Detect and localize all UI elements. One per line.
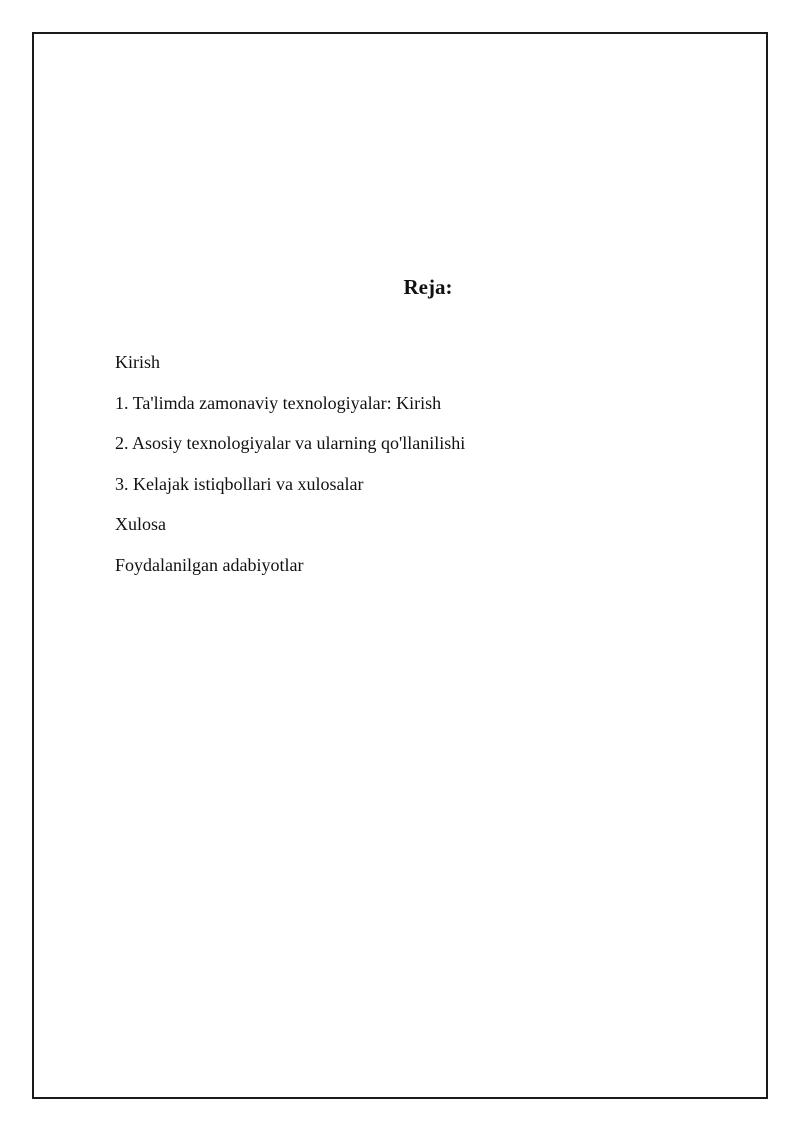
plan-item-conclusion: Xulosa [115, 514, 166, 534]
plan-item-introduction: Kirish [115, 352, 160, 372]
page-title: Reja: [403, 275, 453, 299]
plan-item-references: Foydalanilgan adabiyotlar [115, 554, 304, 575]
plan-item-section-2: 2. Asosiy texnologiyalar va ularning qo'llanilishi [115, 433, 466, 453]
plan-list [115, 351, 465, 594]
plan-item-section-3: 3. Kelajak istiqbollari va xulosalar [115, 473, 364, 494]
plan-item-section-1: 1. Ta'limda zamonaviy texnologiyalar: Kirish [115, 392, 442, 413]
